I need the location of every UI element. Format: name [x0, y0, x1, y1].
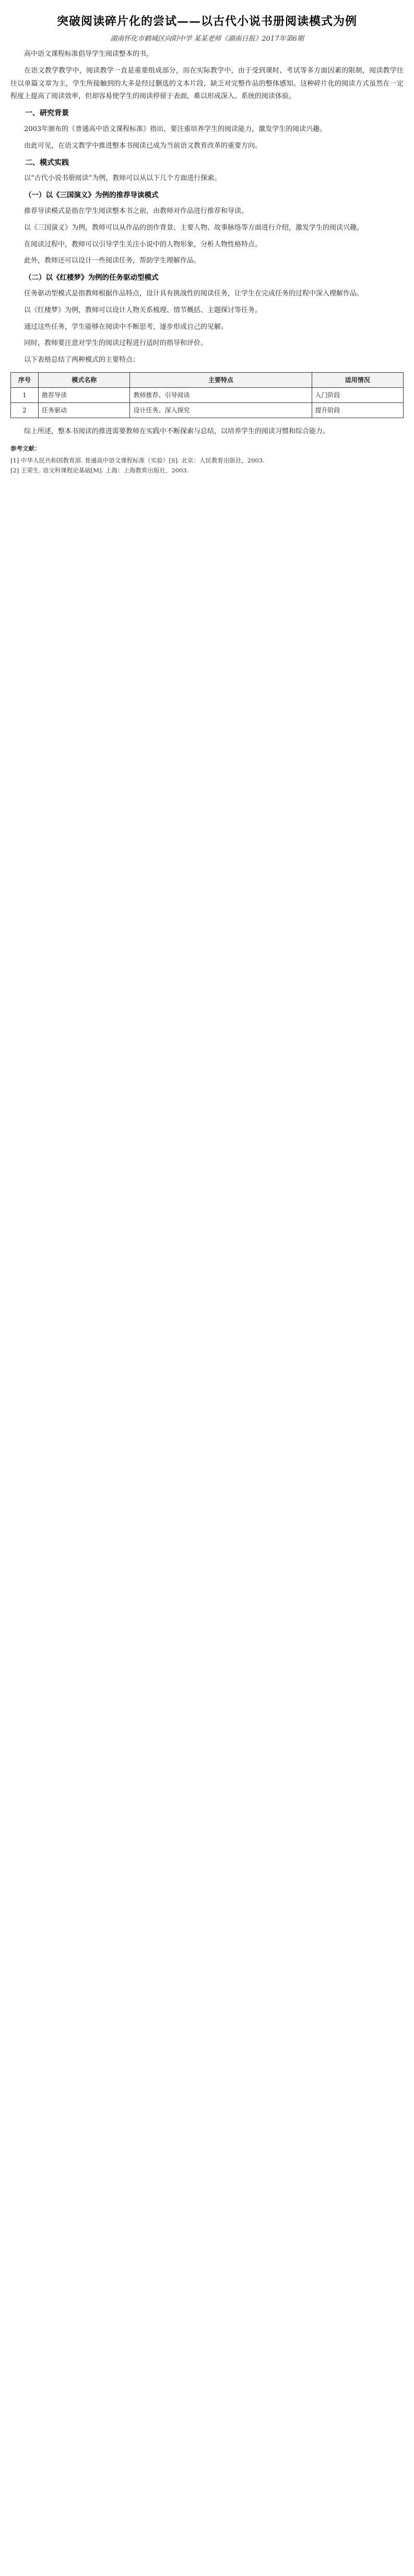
paragraph: 在阅读过程中，教师可以引导学生关注小说中的人物形象，分析人物性格特点。	[24, 240, 262, 248]
summary-table-cell: 任务驱动	[39, 402, 130, 418]
paragraph: 以“古代小说书册阅读”为例，教师可以从以下几个方面进行探索。	[24, 174, 221, 183]
paragraph: 推荐导读模式是指在学生阅读整本书之前，由教师对作品进行推荐和导读。	[24, 207, 249, 215]
section-heading: （一）以《三国演义》为例的推荐导读模式	[25, 191, 159, 200]
section-heading: 一、研究背景	[25, 109, 69, 118]
article-closing	[10, 425, 404, 438]
paragraph: 2003年颁布的《普通高中语文课程标准》指出，要注重培养学生的阅读能力，激发学生的阅读兴趣。	[24, 125, 327, 133]
reference-item: [1] 中华人民共和国教育部. 普通高中语文课程标准（实验）[S]. 北京：人民教育出版社，2003.	[10, 456, 265, 464]
paragraph: 任务驱动型模式是指教师根据作品特点，设计具有挑战性的阅读任务，让学生在完成任务的过程中深入理解作品。	[24, 289, 364, 298]
references-title: 参考文献：	[10, 444, 41, 452]
paragraph: 此外，教师还可以设计一些阅读任务，帮助学生理解作品。	[24, 257, 201, 265]
summary-table-header: 主要特点	[130, 372, 312, 387]
paragraph: 以《红楼梦》为例，教师可以设计人物关系梳理、情节概括、主题探讨等任务。	[24, 306, 262, 314]
article-title: 突破阅读碎片化的尝试——以古代小说书册阅读模式为例	[56, 15, 357, 28]
paragraph: 综上所述，整本书阅读的推进需要教师在实践中不断探索与总结，以培养学生的阅读习惯和综合能力。	[24, 427, 330, 435]
references	[10, 444, 404, 476]
paragraph: 通过这些任务，学生能够在阅读中不断思考，逐步形成自己的见解。	[24, 323, 228, 331]
paragraph: 高中语文课程标准倡导学生阅读整本的书，	[24, 50, 153, 58]
summary-table-row	[11, 402, 404, 418]
article-byline: 湖南怀化市鹤城区向阳中学 某某老师《湖南日报》2017年第6期	[110, 35, 304, 43]
paragraph: 由此可见，在语文教学中推进整本书阅读已成为当前语文教育改革的重要方向。	[24, 141, 262, 150]
summary-table-header-row	[11, 372, 404, 387]
paragraph: 以《三国演义》为例，教师可以从作品的创作背景、主要人物、故事脉络等方面进行介绍，激发学生的阅读兴趣。	[24, 223, 364, 232]
paragraph: 以下表格总结了两种模式的主要特点：	[24, 356, 140, 364]
summary-table-row	[11, 387, 404, 402]
summary-table	[10, 372, 404, 418]
summary-table-header: 序号	[11, 372, 39, 387]
summary-table-cell: 提升阶段	[312, 402, 404, 418]
summary-table-cell: 教师推荐、引导阅读	[130, 387, 312, 402]
paragraph: 同时，教师要注意对学生的阅读过程进行适时的指导和评价。	[24, 339, 208, 348]
reference-item: [2] 王荣生. 语文科课程论基础[M]. 上海：上海教育出版社，2003.	[10, 466, 189, 474]
summary-table-cell: 设计任务、深入探究	[130, 402, 312, 418]
summary-table-cell: 2	[11, 402, 39, 418]
summary-table-cell: 入门阶段	[312, 387, 404, 402]
summary-table-header: 模式名称	[39, 372, 130, 387]
article-body	[10, 48, 404, 367]
section-heading: 二、模式实践	[25, 158, 69, 167]
paragraph: 在语文教学教学中，阅读教学一直是重要组成部分，而在实际教学中，由于受到课时、考试等多方面因素的限制，阅读教学往往以单篇文章为主，学生所接触到的大多是经过删选的文本片段，缺乏对完整作品的整体感知。这种碎片化的阅读方式虽然在一定程度上提高了阅读效率，但却容易使学生的阅读停留于表面，难以形成深入、系统的阅读体验。	[10, 66, 404, 101]
summary-table-header: 适用情况	[312, 372, 404, 387]
summary-table-cell: 推荐导读	[39, 387, 130, 402]
summary-table-cell: 1	[11, 387, 39, 402]
section-heading: （二）以《红楼梦》为例的任务驱动型模式	[25, 274, 159, 282]
